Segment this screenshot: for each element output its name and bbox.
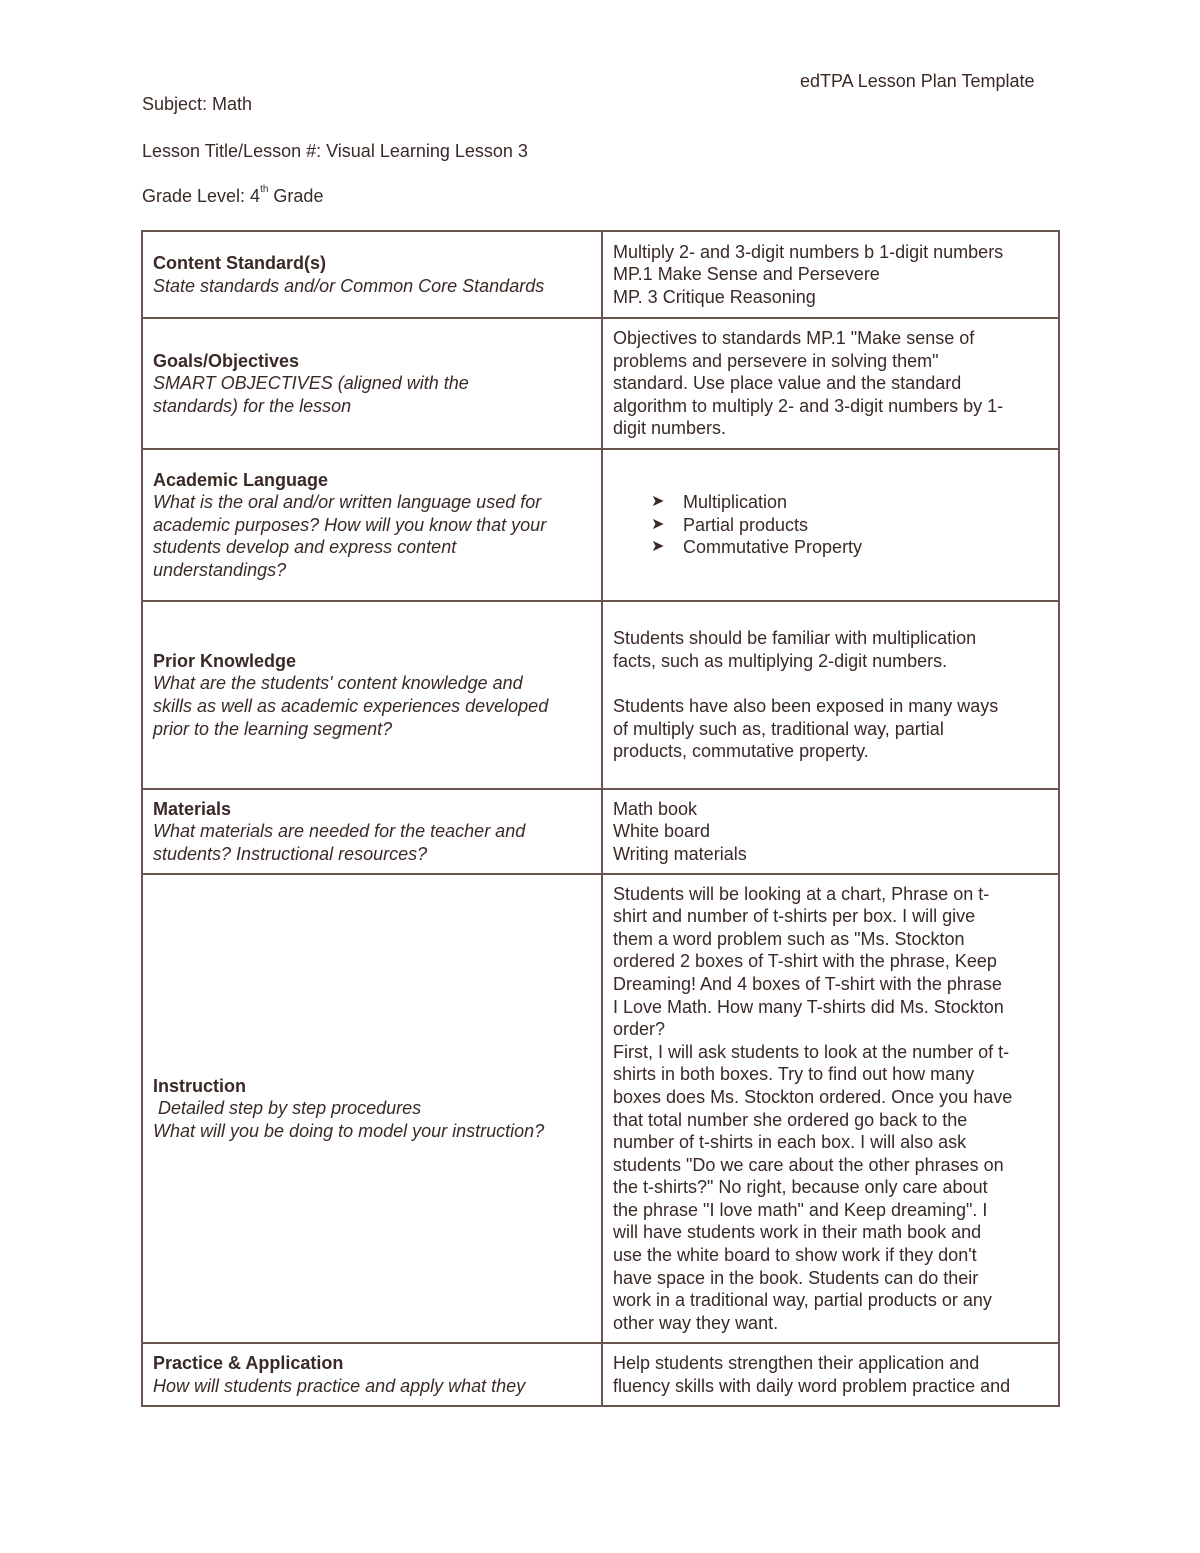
row-label: Instruction bbox=[153, 1075, 246, 1096]
row-label: Prior Knowledge bbox=[153, 650, 297, 671]
content-line: Dreaming! And 4 boxes of T-shirt with the phrase bbox=[613, 973, 1002, 994]
row-label-cell bbox=[142, 601, 602, 789]
template-title: edTPA Lesson Plan Template bbox=[800, 71, 1035, 91]
content-line: Help students strengthen their application and bbox=[613, 1353, 980, 1373]
table-row bbox=[142, 1343, 1059, 1406]
content-line: work in a traditional way, partial products or any bbox=[613, 1290, 992, 1311]
row-label: Materials bbox=[153, 798, 232, 819]
row-label-cell bbox=[142, 1343, 602, 1406]
vocabulary-term: Multiplication bbox=[683, 492, 788, 513]
content-line: Multiply 2- and 3-digit numbers b 1-digit numbers bbox=[613, 241, 1004, 262]
content-line: First, I will ask students to look at the number of t- bbox=[613, 1041, 1010, 1062]
list-item bbox=[651, 491, 1048, 514]
content-line: Students have also been exposed in many ways bbox=[613, 696, 999, 716]
table-row bbox=[142, 874, 1059, 1343]
row-description: What are the students' content knowledge and bbox=[153, 673, 523, 694]
row-content-cell bbox=[602, 449, 1059, 601]
lesson-title-line: Lesson Title/Lesson #: Visual Learning Lesson 3 bbox=[142, 141, 528, 161]
table-row bbox=[142, 601, 1059, 789]
row-description: What materials are needed for the teacher and bbox=[153, 821, 526, 842]
content-line: shirts in both boxes. Try to find out how many bbox=[613, 1064, 975, 1085]
content-line: digit numbers. bbox=[613, 418, 727, 439]
content-line: standard. Use place value and the standard bbox=[613, 373, 962, 394]
row-label: Practice & Application bbox=[153, 1353, 344, 1373]
content-line: number of t-shirts in each box. I will also ask bbox=[613, 1132, 967, 1153]
arrow-bullet-icon: ➤ bbox=[651, 493, 665, 511]
row-label-cell bbox=[142, 231, 602, 318]
content-line: I Love Math. How many T-shirts did Ms. Stockton bbox=[613, 996, 1004, 1017]
row-label: Academic Language bbox=[153, 469, 329, 490]
row-content-cell bbox=[602, 601, 1059, 789]
table-row bbox=[142, 449, 1059, 601]
content-line: of multiply such as, traditional way, partial bbox=[613, 718, 944, 739]
row-description: skills as well as academic experiences developed bbox=[153, 696, 549, 716]
vocabulary-term: Commutative Property bbox=[683, 537, 863, 558]
table-row bbox=[142, 318, 1059, 449]
content-line: algorithm to multiply 2- and 3-digit numbers by 1- bbox=[613, 395, 1004, 416]
content-line: Students should be familiar with multiplication bbox=[613, 628, 977, 649]
content-line: facts, such as multiplying 2-digit numbers. bbox=[613, 650, 948, 671]
row-description: SMART OBJECTIVES (aligned with the bbox=[153, 373, 469, 394]
content-line: boxes does Ms. Stockton ordered. Once you have bbox=[613, 1086, 1013, 1107]
content-line: that total number she ordered go back to the bbox=[613, 1109, 968, 1130]
row-description: academic purposes? How will you know that your bbox=[153, 514, 547, 535]
row-content-cell bbox=[602, 1343, 1059, 1406]
content-line: use the white board to show work if they don't bbox=[613, 1245, 977, 1266]
grade-superscript: th bbox=[260, 184, 269, 195]
row-description: How will students practice and apply what they bbox=[153, 1375, 526, 1396]
grade-suffix: Grade bbox=[268, 186, 324, 206]
list-item bbox=[651, 514, 1048, 537]
arrow-bullet-icon: ➤ bbox=[651, 538, 665, 556]
row-description: What will you be doing to model your instruction? bbox=[153, 1120, 545, 1141]
row-description: Detailed step by step procedures bbox=[153, 1098, 422, 1119]
content-line: Math book bbox=[613, 798, 698, 819]
vocabulary-list bbox=[613, 491, 1048, 559]
content-line: products, commutative property. bbox=[613, 741, 869, 762]
row-description: State standards and/or Common Core Standards bbox=[153, 275, 545, 296]
row-content-cell bbox=[602, 874, 1059, 1343]
row-label-cell bbox=[142, 789, 602, 874]
row-content-cell bbox=[602, 318, 1059, 449]
content-line: MP.1 Make Sense and Persevere bbox=[613, 264, 880, 285]
content-line: order? bbox=[613, 1019, 666, 1040]
row-description: students develop and express content bbox=[153, 537, 457, 558]
content-line: problems and persevere in solving them" bbox=[613, 350, 939, 371]
content-line: Students will be looking at a chart, Phrase on t- bbox=[613, 883, 990, 904]
row-description: prior to the learning segment? bbox=[153, 718, 393, 739]
row-description: What is the oral and/or written language used for bbox=[153, 492, 542, 513]
list-item bbox=[651, 536, 1048, 559]
row-label: Content Standard(s) bbox=[153, 252, 326, 273]
content-line: shirt and number of t-shirts per box. I will give bbox=[613, 906, 976, 927]
table-row bbox=[142, 789, 1059, 874]
row-content-cell bbox=[602, 231, 1059, 318]
content-line: students "Do we care about the other phrases on bbox=[613, 1154, 1004, 1175]
content-line: ordered 2 boxes of T-shirt with the phrase, Keep bbox=[613, 951, 997, 972]
content-line: White board bbox=[613, 821, 711, 842]
row-description: students? Instructional resources? bbox=[153, 843, 428, 864]
row-description: standards) for the lesson bbox=[153, 395, 352, 416]
grade-level-line bbox=[142, 186, 323, 207]
content-line: MP. 3 Critique Reasoning bbox=[613, 286, 816, 307]
row-label-cell bbox=[142, 449, 602, 601]
grade-prefix: Grade Level: 4 bbox=[142, 186, 261, 206]
row-label-cell bbox=[142, 318, 602, 449]
subject-line: Subject: Math bbox=[142, 94, 253, 114]
paragraph-spacer bbox=[613, 672, 1048, 695]
content-line: Objectives to standards MP.1 "Make sense of bbox=[613, 328, 975, 349]
row-label: Goals/Objectives bbox=[153, 350, 300, 371]
arrow-bullet-icon: ➤ bbox=[651, 515, 665, 533]
row-content-cell bbox=[602, 789, 1059, 874]
table-row bbox=[142, 231, 1059, 318]
vocabulary-term: Partial products bbox=[683, 514, 809, 535]
content-line: the t-shirts?" No right, because only care about bbox=[613, 1177, 988, 1198]
content-line: other way they want. bbox=[613, 1312, 779, 1333]
content-line: have space in the book. Students can do their bbox=[613, 1267, 979, 1288]
row-description: understandings? bbox=[153, 559, 287, 580]
content-line: the phrase "I love math" and Keep dreaming". I bbox=[613, 1199, 988, 1220]
content-line: Writing materials bbox=[613, 843, 747, 864]
row-label-cell bbox=[142, 874, 602, 1343]
content-line: will have students work in their math book and bbox=[613, 1222, 982, 1243]
content-line: fluency skills with daily word problem practice and bbox=[613, 1375, 1011, 1396]
lesson-plan-table bbox=[141, 230, 1060, 1407]
content-line: them a word problem such as "Ms. Stockton bbox=[613, 928, 965, 949]
